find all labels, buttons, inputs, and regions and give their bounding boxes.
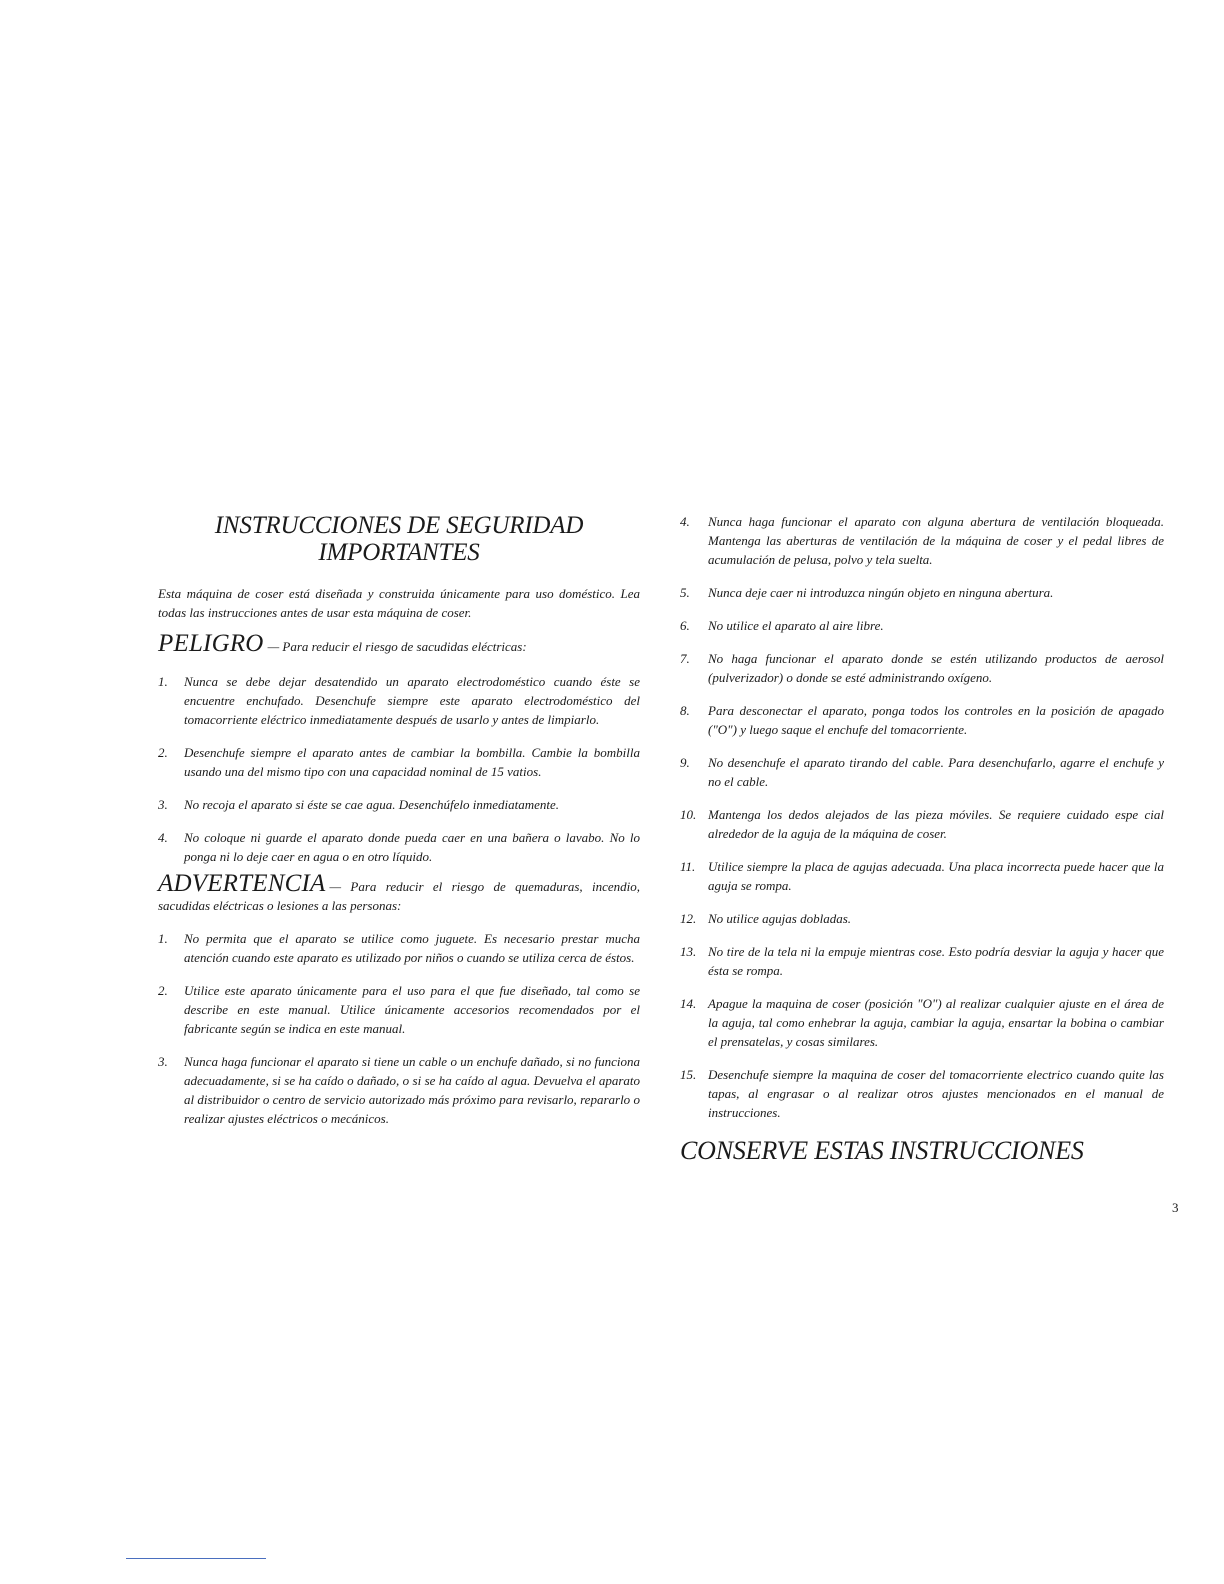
item-number: 4. <box>158 830 168 845</box>
right-column <box>680 512 1164 1166</box>
item-text: No recoja el aparato si éste se cae agua. Desenchúfelo inmediatamente. <box>184 797 559 812</box>
list-item <box>680 942 1164 980</box>
item-number: 12. <box>680 911 697 926</box>
peligro-label: PELIGRO <box>158 630 264 657</box>
item-number: 7. <box>680 651 690 666</box>
advertencia-heading <box>158 870 640 915</box>
item-number: 1. <box>158 674 168 689</box>
list-item <box>680 616 1164 635</box>
title-line-1: INSTRUCCIONES DE SEGURIDAD <box>214 512 584 539</box>
item-number: 11. <box>680 859 696 874</box>
item-text: Nunca se debe dejar desatendido un aparato electrodoméstico cuando éste se encuentre enchufado. Desenchufe siempre este aparato electrodoméstico del tomacorriente eléctrico inmediatamente después de usarlo y antes de limpiarlo. <box>184 674 640 727</box>
item-number: 9. <box>680 755 690 770</box>
item-text: Nunca deje caer ni introduzca ningún objeto en ninguna abertura. <box>708 585 1054 600</box>
peligro-list <box>158 672 640 866</box>
list-item <box>680 1065 1164 1122</box>
item-number: 8. <box>680 703 690 718</box>
page-title <box>158 512 640 566</box>
list-item <box>158 1052 640 1128</box>
list-item <box>158 828 640 866</box>
list-item <box>680 857 1164 895</box>
list-item <box>680 583 1164 602</box>
list-item <box>680 994 1164 1051</box>
advertencia-list <box>158 929 640 1128</box>
item-number: 10. <box>680 807 697 822</box>
item-number: 15. <box>680 1067 697 1082</box>
item-number: 5. <box>680 585 690 600</box>
item-text: No haga funcionar el aparato donde se estén utilizando productos de aerosol (pulverizador) o donde se esté administrando oxígeno. <box>708 651 1164 685</box>
list-item <box>158 672 640 729</box>
item-text: No utilice el aparato al aire libre. <box>708 618 884 633</box>
list-item <box>158 795 640 814</box>
item-text: Utilice este aparato únicamente para el uso para el que fue diseñado, tal como se describe en este manual. Utilice únicamente accesorios recomendados por el fabricante según se indica en este manual. <box>184 983 640 1036</box>
item-text: No utilice agujas dobladas. <box>708 911 851 926</box>
item-number: 13. <box>680 944 697 959</box>
intro-paragraph: Esta máquina de coser está diseñada y construida únicamente para uso doméstico. Lea todas las instrucciones antes de usar esta máquina de coser. <box>158 586 640 620</box>
list-item <box>680 805 1164 843</box>
item-text: Desenchufe siempre el aparato antes de cambiar la bombilla. Cambie la bombilla usando una del mismo tipo con una capacidad nominal de 15 vatios. <box>184 745 640 779</box>
item-number: 3. <box>158 1054 168 1069</box>
item-number: 2. <box>158 983 168 998</box>
item-text: Nunca haga funcionar el aparato con alguna abertura de ventilación bloqueada. Mantenga las aberturas de ventilación de la máquina de coser y el pedal libres de acumulación de pelusa, polvo y tela suelta. <box>708 514 1164 567</box>
item-text: No permita que el aparato se utilice como juguete. Es necesario prestar mucha atención cuando este aparato es utilizado por niños o cuando se utiliza cerca de éstos. <box>184 931 640 965</box>
item-text: No coloque ni guarde el aparato donde pueda caer en una bañera o lavabo. No lo ponga ni lo deje caer en agua o en otro líquido. <box>184 830 640 864</box>
advertencia-text: — Para reducir el riesgo de quemaduras, incendio, sacudidas eléctricas o lesiones a las personas: <box>158 879 640 913</box>
list-item <box>680 909 1164 928</box>
item-number: 4. <box>680 514 690 529</box>
list-item <box>680 649 1164 687</box>
left-column <box>158 512 640 1142</box>
item-text: No desenchufe el aparato tirando del cable. Para desenchufarlo, agarre el enchufe y no el cable. <box>708 755 1164 789</box>
item-text: Nunca haga funcionar el aparato si tiene un cable o un enchufe dañado, si no funciona adecuadamente, si se ha caído o dañado, o si se ha caído al agua. Devuelva el aparato al distribuidor o centro de servicio autorizado más próximo para revisarlo, repararlo o realizar ajustes eléctricos o mecánicos. <box>184 1054 640 1126</box>
item-number: 3. <box>158 797 168 812</box>
item-text: Mantenga los dedos alejados de las pieza móviles. Se requiere cuidado espe cial alrededor de la aguja de la máquina de coser. <box>708 807 1164 841</box>
item-number: 1. <box>158 931 168 946</box>
title-line-2: IMPORTANTES <box>318 539 480 566</box>
list-item <box>158 743 640 781</box>
list-item <box>680 512 1164 569</box>
item-text: Utilice siempre la placa de agujas adecuada. Una placa incorrecta puede hacer que la aguja se rompa. <box>708 859 1164 893</box>
list-item <box>680 701 1164 739</box>
list-item <box>680 753 1164 791</box>
item-number: 6. <box>680 618 690 633</box>
item-text: Apague la maquina de coser (posición "O") al realizar cualquier ajuste en el área de la aguja, tal como enhebrar la aguja, cambiar la aguja, ensartar la bobina o cambiar el prensatelas, y cosas similares. <box>708 996 1164 1049</box>
conserve-heading: CONSERVE ESTAS INSTRUCCIONES <box>680 1136 1084 1165</box>
item-text: Desenchufe siempre la maquina de coser del tomacorriente electrico cuando quite las tapas, al engrasar o al realizar otros ajustes mencionados en el manual de instrucciones. <box>708 1067 1164 1120</box>
item-text: No tire de la tela ni la empuje mientras cose. Esto podría desviar la aguja y hacer que ésta se rompa. <box>708 944 1164 978</box>
advertencia-label: ADVERTENCIA <box>158 870 326 897</box>
list-item <box>158 929 640 967</box>
page-number: 3 <box>1172 1200 1179 1215</box>
peligro-text: — Para reducir el riesgo de sacudidas eléctricas: <box>267 639 527 654</box>
bottom-rule <box>126 1558 266 1559</box>
list-item <box>158 981 640 1038</box>
item-number: 14. <box>680 996 697 1011</box>
continued-list <box>680 512 1164 1122</box>
item-text: Para desconectar el aparato, ponga todos los controles en la posición de apagado ("O") y luego saque el enchufe del tomacorriente. <box>708 703 1164 737</box>
item-number: 2. <box>158 745 168 760</box>
peligro-heading <box>158 630 640 657</box>
